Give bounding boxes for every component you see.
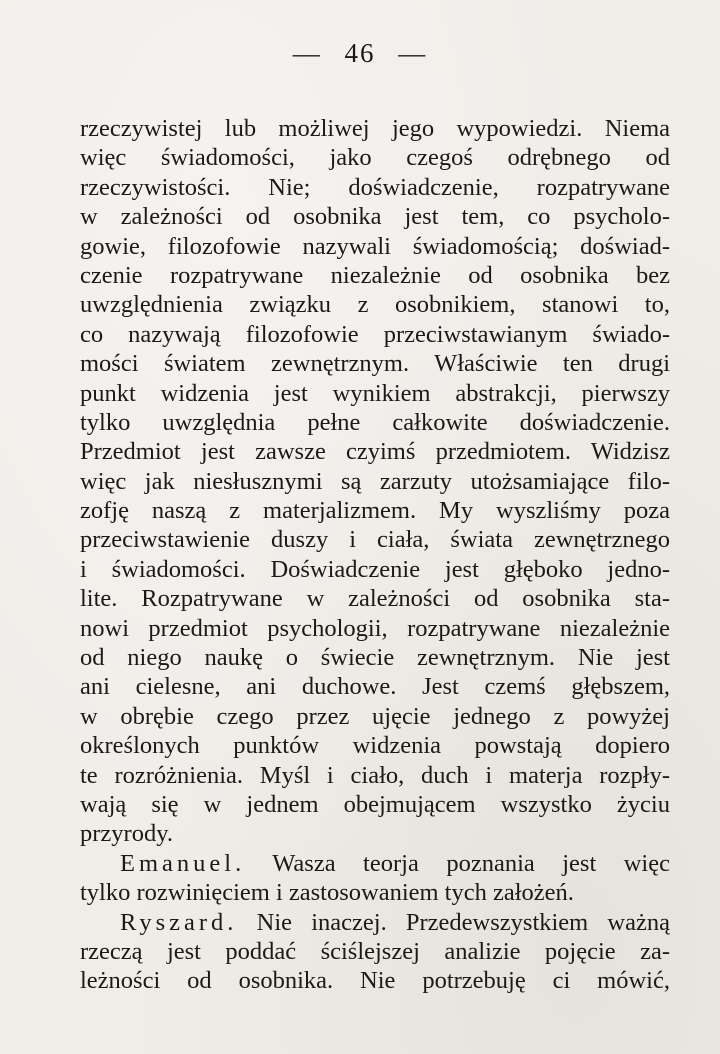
text-line: punkt widzenia jest wynikiem abstrakcji, pierwszy [80, 379, 670, 407]
text-line: gowie, filozofowie nazywali świadomością; doświad- [80, 232, 670, 260]
text-line: lite. Rozpatrywane w zależności od osobnika sta- [80, 585, 670, 613]
dialogue-text: Wasza teorja poznania jest więc [272, 849, 670, 877]
text-line: ani cielesne, ani duchowe. Jest czemś głębszem, [80, 673, 670, 701]
dialogue-line-ryszard [80, 908, 670, 937]
dialogue-text: Nie inaczej. Przedewszystkiem ważną [256, 908, 670, 936]
text-line: rzeczywistości. Nie; doświadczenie, rozpatrywane [80, 173, 670, 201]
text-line: od niego naukę o świecie zewnętrznym. Nie jest [80, 644, 670, 672]
text-line: nowi przedmiot psychologii, rozpatrywane niezależnie [80, 614, 670, 642]
body-text [80, 114, 670, 996]
text-line: leżności od osobnika. Nie potrzebuję ci mówić, [80, 967, 670, 995]
page-number: — 46 — [292, 38, 428, 68]
text-line: mości światem zewnętrznym. Właściwie ten drugi [80, 350, 670, 378]
text-line: i świadomości. Doświadczenie jest głęboko jedno- [80, 555, 670, 583]
text-line: przyrody. [80, 820, 173, 848]
text-line: więc świadomości, jako czegoś odrębnego od [80, 144, 670, 172]
text-line: rzeczą jest poddać ściślejszej analizie pojęcie za- [80, 937, 670, 965]
text-line: w obrębie czego przez ujęcie jednego z powyżej [80, 702, 670, 730]
text-line: określonych punktów widzenia powstają dopiero [80, 732, 670, 760]
text-line: tylko rozwinięciem i zastosowaniem tych założeń. [80, 879, 574, 907]
text-line: czenie rozpatrywane niezależnie od osobnika bez [80, 261, 670, 289]
speaker-ryszard: Ryszard. [120, 908, 238, 936]
text-line: tylko uwzględnia pełne całkowite doświadczenie. [80, 408, 670, 436]
speaker-emanuel: Emanuel. [120, 849, 246, 877]
text-line: uwzględnienia związku z osobnikiem, stanowi to, [80, 291, 670, 319]
text-line: co nazywają filozofowie przeciwstawianym świado- [80, 320, 670, 348]
dialogue-line-emanuel [80, 849, 670, 878]
text-line: wają się w jednem obejmującem wszystko życiu [80, 790, 670, 818]
text-line: więc jak niesłusznymi są zarzuty utożsamiające filo- [80, 467, 670, 495]
text-line: te rozróżnienia. Myśl i ciało, duch i materja rozpły- [80, 761, 670, 789]
text-line: Przedmiot jest zawsze czyimś przedmiotem. Widzisz [80, 438, 670, 466]
text-line: w zależności od osobnika jest tem, co psycholo- [80, 203, 670, 231]
text-line: przeciwstawienie duszy i ciała, świata zewnętrznego [80, 526, 670, 554]
text-line: zofję naszą z materjalizmem. My wyszliśmy poza [80, 497, 670, 525]
text-line: rzeczywistej lub możliwej jego wypowiedzi. Niema [80, 115, 670, 142]
